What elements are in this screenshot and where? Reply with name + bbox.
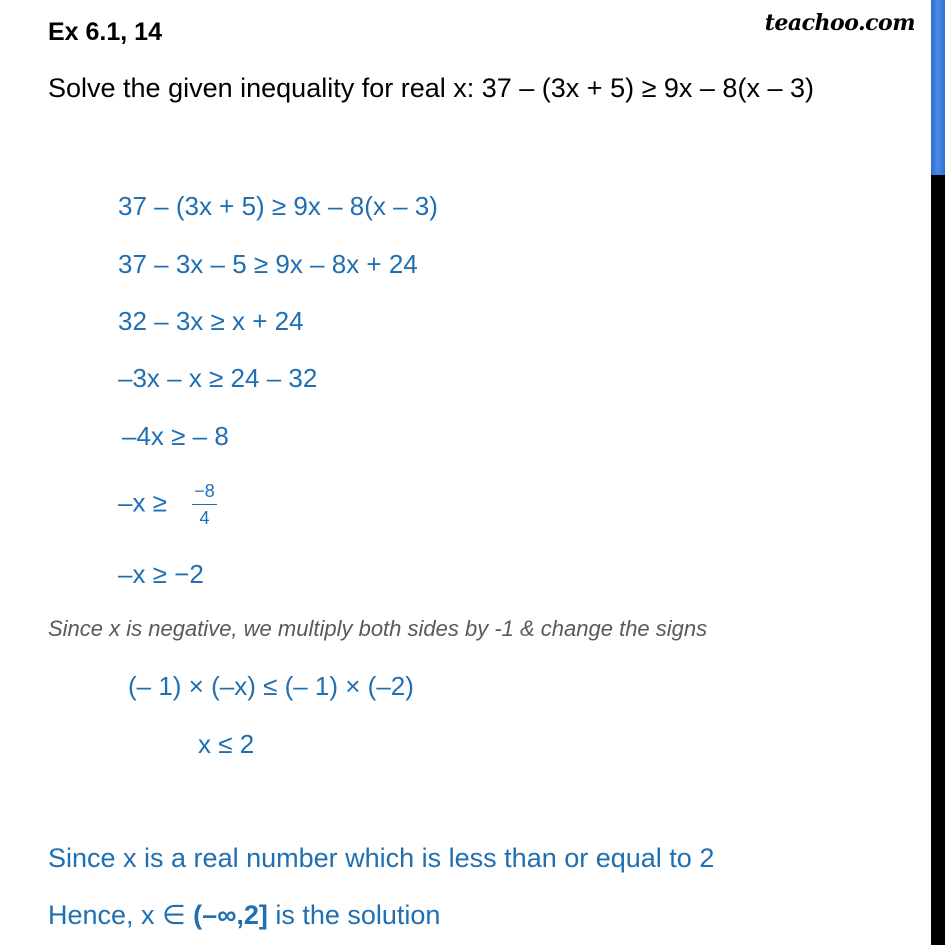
solution-step-2: 37 – 3x – 5 ≥ 9x – 8x + 24 — [118, 249, 418, 279]
solution-interval: (–∞,2] — [193, 900, 268, 930]
explanation-note: Since x is negative, we multiply both sides by -1 & change the signs — [48, 616, 708, 641]
scrollbar-thumb[interactable] — [931, 0, 945, 175]
solution-result: x ≤ 2 — [198, 729, 255, 759]
solution-step-5: –4x ≥ – 8 — [122, 421, 229, 451]
solution-step-1: 37 – (3x + 5) ≥ 9x – 8(x – 3) — [118, 191, 438, 221]
question-text: Solve the given inequality for real x: 37 – (3x + 5) ≥ 9x – 8(x – 3) — [48, 73, 814, 103]
conclusion-line-1: Since x is a real number which is less than or equal to 2 — [48, 843, 715, 873]
fraction — [192, 482, 217, 527]
fraction-lhs: –x ≥ — [118, 487, 167, 518]
solution-step-3: 32 – 3x ≥ x + 24 — [118, 306, 304, 336]
fraction-numerator: −8 — [192, 482, 217, 505]
solution-step-multiply: (– 1) × (–x) ≤ (– 1) × (–2) — [128, 671, 414, 701]
solution-step-4: –3x – x ≥ 24 – 32 — [118, 363, 318, 393]
fraction-denominator: 4 — [199, 508, 210, 528]
solution-step-fraction — [118, 482, 217, 527]
conclusion-suffix: is the solution — [267, 900, 441, 930]
solution-step-6: –x ≥ −2 — [118, 559, 204, 589]
conclusion-line-2 — [48, 900, 440, 931]
exercise-title: Ex 6.1, 14 — [48, 18, 162, 46]
brand-logo: teachoo.com — [764, 10, 915, 36]
conclusion-prefix: Hence, x ∈ — [48, 900, 194, 930]
